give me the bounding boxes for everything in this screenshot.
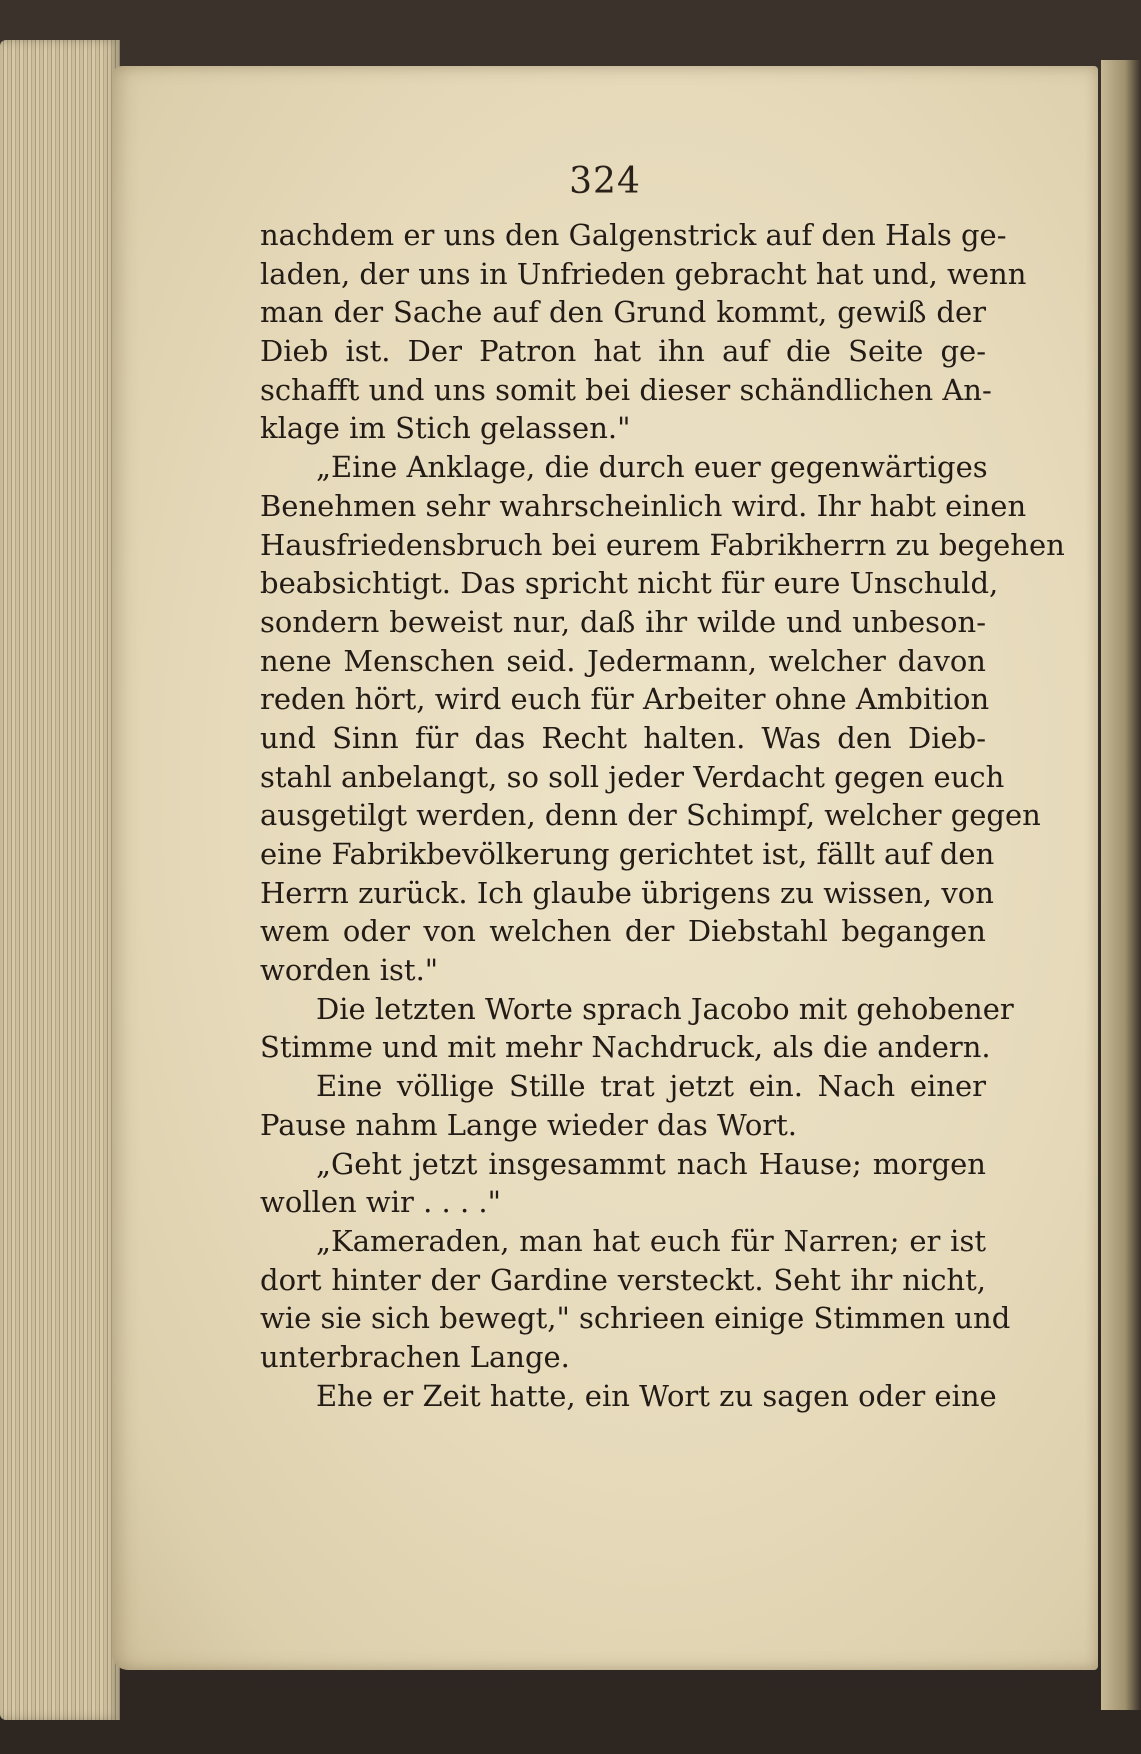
text-line: Ehe er Zeit hatte, ein Wort zu sagen oder eine [316,1378,997,1413]
text-line: reden hört, wird euch für Arbeiter ohne Ambition [260,682,990,717]
text-line: unterbrachen Lange. [260,1339,570,1374]
text-line: Stimme und mit mehr Nachdruck, als die andern. [260,1030,991,1065]
text-line: eine Fabrikbevölkerung gerichtet ist, fällt auf den [260,837,995,871]
text-line: Eine völlige Stille trat jetzt ein. Nach einer [316,1069,986,1104]
text-line: Herrn zurück. Ich glaube übrigens zu wissen, von [260,875,994,910]
text-line: „Kameraden, man hat euch für Narren; er ist [316,1223,986,1258]
text-line: wie sie sich bewegt," schrieen einige Stimmen und [260,1301,1011,1336]
body-text [260,216,1065,1415]
text-line: nachdem er uns den Galgenstrick auf den Hals ge- [260,218,1007,252]
text-line: Pause nahm Lange wieder das Wort. [260,1107,798,1142]
text-line: man der Sache auf den Grund kommt, gewiß der [260,295,986,330]
book-binding-edge [1101,60,1141,1710]
text-line: dort hinter der Gardine versteckt. Seht ihr nicht, [260,1262,986,1297]
text-line: wem oder von welchen der Diebstahl begangen [260,914,986,949]
text-line: stahl anbelangt, so soll jeder Verdacht gegen euch [260,759,1005,794]
text-line: Hausfriedensbruch bei eurem Fabrikherrn zu begehen [260,527,1065,562]
text-line: wollen wir . . . ." [260,1185,501,1220]
text-line: sondern beweist nur, daß ihr wilde und unbeson- [260,604,986,639]
text-line: „Eine Anklage, die durch euer gegenwärtiges [316,450,988,485]
text-line: und Sinn für das Recht halten. Was den Dieb- [260,720,986,755]
book-page [112,66,1098,1670]
text-line: „Geht jetzt insgesammt nach Hause; morgen [316,1146,986,1181]
page-number: 324 [569,161,641,202]
text-line: nene Menschen seid. Jedermann, welcher davon [260,643,986,678]
text-line: Dieb ist. Der Patron hat ihn auf die Seite ge- [260,334,986,369]
text-line: laden, der uns in Unfrieden gebracht hat und, wenn [260,256,1027,291]
text-line: schafft und uns somit bei dieser schändlichen An- [260,372,992,407]
text-line: worden ist." [260,953,439,988]
text-line: Benehmen sehr wahrscheinlich wird. Ihr habt einen [260,488,1027,523]
text-line: beabsichtigt. Das spricht nicht für eure Unschuld, [260,566,999,601]
text-line: ausgetilgt werden, denn der Schimpf, welcher gegen [260,798,1041,833]
page-edges [0,40,120,1720]
text-line: Die letzten Worte sprach Jacobo mit gehobener [316,991,1014,1026]
text-line: klage im Stich gelassen." [260,411,631,446]
